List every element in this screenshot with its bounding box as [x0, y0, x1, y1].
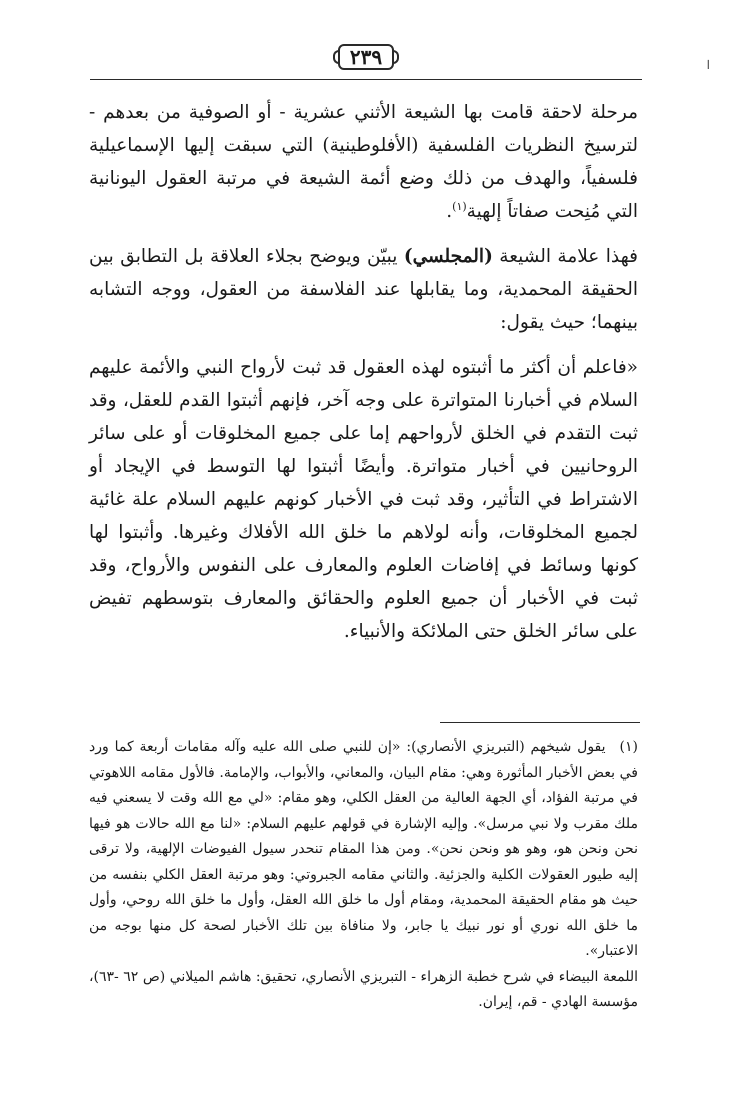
footnote-1-start: يقول شيخهم: [524, 739, 606, 755]
main-text: [89, 96, 638, 660]
paragraph-2-name: (المجلسي): [403, 246, 493, 267]
page-number: ٢٣٩: [338, 44, 394, 70]
footnote-source: اللمعة البيضاء في شرح خطبة الزهراء - التبريزي الأنصاري، تحقيق: هاشم الميلاني (ص ٦٢ -٦٣)، مؤسسة الهادي - قم، إيران.: [89, 968, 639, 1010]
corner-mark: ا: [706, 58, 710, 72]
footnote-1-text: : «إن للنبي صلى الله عليه وآله مقامات أربعة كما ورد في بعض الأخبار المأثورة وهي: مقام البيان، والمعاني، والأبواب، والإمامة. فالأول مقامه اللاهوتي في مرتبة الفؤاد، أي الجهة العالية من العقل الكلي، وهو مقام: «لي مع الله وقت لا يسعني فيه ملك مقرب ولا نبي مرسل». وإليه الإشارة في قولهم عليهم السلام: «لنا مع الله حالات هو فيها نحن ونحن هو، وهو هو ونحن نحن». ومن هذا المقام تنحدر سيول الفيوضات الإلهية، ولا ترقى إليه طيور العقولات الكلية والجزئية. والثاني مقامه الجبروتي: وهو مرتبة العقل الكلي بنفسه من حيث هو مقام الحقيقة المحمدية، ومقام أول ما خلق الله العقل، وأول ما خلق الله روحي، وأول ما خلق الله نوري أو نور نبيك يا جابر، ولا منافاة بين تلك الأخبار لصحة كل منها بوجه من الاعتبار».: [89, 739, 638, 959]
footnote-1: [89, 735, 638, 965]
footnote-rule: [440, 722, 640, 723]
paragraph-2: [89, 240, 638, 339]
header-rule: [90, 79, 642, 80]
footnotes: [89, 735, 638, 1016]
paragraph-1-text: مرحلة لاحقة قامت بها الشيعة الأثني عشرية - أو الصوفية من بعدهم - لترسيخ النظريات الفلسفية (الأفلوطينية) التي سبقت إليها الإسماعيلية فلسفياً، والهدف من ذلك وضع أئمة الشيعة في مرتبة العقول اليونانية التي مُنِحت صفاتاً إلهية: [89, 102, 638, 222]
footnote-ref-1: (١): [452, 199, 467, 213]
paragraph-1-end: .: [446, 201, 453, 222]
paragraph-3-quote: «فاعلم أن أكثر ما أثبتوه لهذه العقول قد ثبت لأرواح النبي والأئمة عليهم السلام في أخبارنا المتواترة على وجه آخر، فإنهم أثبتوا القدم للعقل، وقد ثبت التقدم في الخلق لأرواحهم إما على جميع المخلوقات أو على سائر الروحانيين في أخبار متواترة. وأيضًا أثبتوا لها التوسط في الإيجاد أو الاشتراط في التأثير، وقد ثبت في الأخبار كونهم عليهم السلام علة غائية لجميع المخلوقات، وأنه لولاهم ما خلق الله الأفلاك وغيرها. وأثبتوا لها كونها وسائط في إفاضات العلوم والمعارف على النفوس والأرواح، وقد ثبت في الأخبار أن جميع العلوم والحقائق والمعارف بتوسطهم تفيض على سائر الخلق حتى الملائكة والأنبياء.: [89, 357, 638, 642]
paragraph-2-start: فهذا علامة الشيعة: [492, 246, 638, 267]
paragraph-1: [89, 96, 638, 228]
footnote-1-marker: (١): [619, 739, 639, 755]
paragraph-2-rest: يبيّن ويوضح بجلاء العلاقة بل التطابق بين الحقيقة المحمدية، وما يقابلها عند الفلاسفة من العقول، ووجه التشابه بينهما؛ حيث يقول:: [89, 246, 638, 333]
footnote-1-name: (التبريزي الأنصاري): [411, 739, 525, 755]
